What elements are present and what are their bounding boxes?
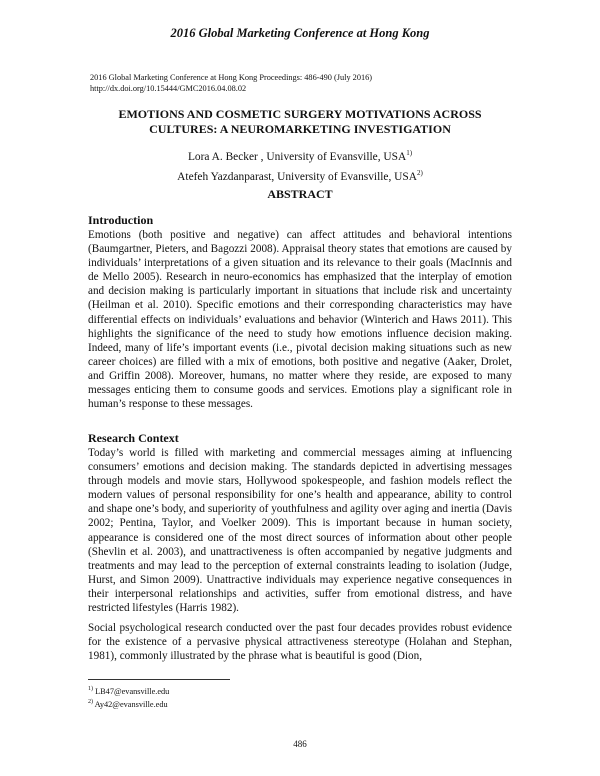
abstract-heading: ABSTRACT [267, 187, 333, 201]
running-head: 2016 Global Marketing Conference at Hong Kong [170, 26, 430, 40]
research-context-section [88, 431, 512, 615]
author-1 [0, 145, 600, 165]
introduction-heading: Introduction [88, 213, 154, 227]
footnote-2-mark: 2) [88, 699, 93, 706]
author-2-footnote-mark: 2) [416, 168, 423, 177]
footnote-1-mark: 1) [88, 686, 93, 692]
research-context-heading: Research Context [88, 431, 179, 445]
title-line-1: EMOTIONS AND COSMETIC SURGERY MOTIVATIONS ACROSS [118, 107, 482, 121]
footnote-2-email[interactable]: Ay42@evansville.edu [94, 700, 168, 710]
title-line-2: CULTURES: A NEUROMARKETING INVESTIGATION [149, 122, 451, 136]
page-number: 486 [293, 739, 307, 749]
author-2 [0, 165, 600, 185]
social-research-paragraph: Social psychological research conducted over the past four decades provides robust evidence for the existence of a pervasive physical attractiveness stereotype (Holahan and Stephan, 1981), commonly illustrated by the phrase what is beautiful is good (Dion, [88, 622, 512, 663]
author-1-footnote-mark: 1) [406, 149, 413, 157]
author-list [0, 145, 600, 185]
paper-title [60, 107, 540, 137]
footnote-1 [88, 684, 169, 697]
introduction-paragraph: Emotions (both positive and negative) can affect attitudes and behavioral intentions (Baumgartner, Pieters, and Bagozzi 2008). Appraisal theory states that emotions are caused by individuals’ interpretations of a given situation and its relevance to their goals (MacInnis and de Mello 2005). Research in neuro-economics has emphasized that the interplay of emotion and decision making is particularly important in situations that include risk and uncertainty (Heilman et al. 2010). Specific emotions and their corresponding characteristics may have differential effects on individuals’ evaluations and behavior (Winterich and Haws 2011). This highlights the significance of the need to study how emotions influence decision making. Indeed, many of life’s important events (i.e., pivotal decision making situations such as new career choices) are filled with a mix of emotions, both positive and negative (Aaker, Drolet, and Griffin 2008). Moreover, humans, no matter where they reside, are exposed to many messages enticing them to consume goods and services. Emotions play a significant role in human’s response to these messages. [88, 229, 512, 411]
publication-meta [90, 72, 372, 94]
social-research-section [88, 621, 512, 663]
footnotes [88, 684, 169, 711]
footnote-2 [88, 697, 169, 710]
author-2-affiliation: Atefeh Yazdanparast, University of Evansville, USA [177, 170, 417, 183]
research-context-paragraph: Today’s world is filled with marketing and commercial messages aiming at influencing consumers’ emotions and decision making. The standards depicted in advertising messages through models and movie stars, Hollywood spokespeople, and fashion models reflect the modern values of personal responsibility for one’s health and appearance, ability to control and shape one’s body, and superiority of youthfulness and agility over aging and inertia (Davis 2002; Pentina, Taylor, and Voelker 2009). This is important because in human society, appearance is considered one of the most direct sources of information about other people (Shevlin et al. 2003), and unattractiveness is often accompanied by negative judgments and treatments and may lead to the perception of external constraints leading to isolation (Judge, Hurst, and Simon 2009). Unattractive individuals may experience negative consequences in their interpersonal relationships and activities, suffer from emotional distress, and have restricted lifestyles (Harris 1982). [88, 447, 512, 615]
footnote-1-email[interactable]: LB47@evansville.edu [95, 686, 170, 696]
introduction-section [88, 213, 512, 411]
doi-link[interactable]: http://dx.doi.org/10.15444/GMC2016.04.08.02 [90, 84, 247, 93]
author-1-affiliation: Lora A. Becker , University of Evansville, USA [187, 150, 407, 163]
proceedings-line: 2016 Global Marketing Conference at Hong Kong Proceedings: 486-490 (July 2016) [90, 73, 373, 82]
footnote-divider [88, 679, 230, 680]
